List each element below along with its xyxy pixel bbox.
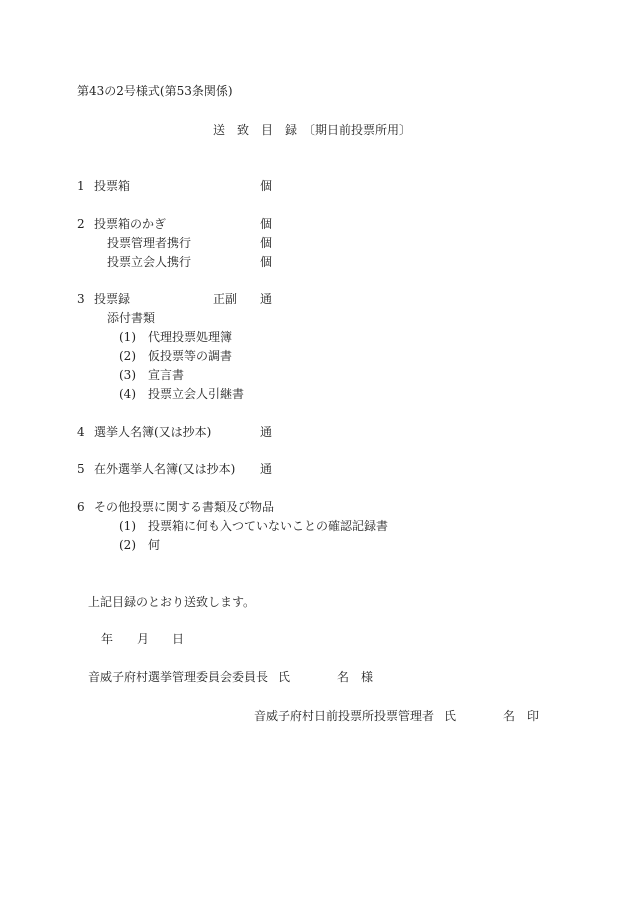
attachment-label: 投票立会人引継書	[148, 387, 245, 401]
attachment-number: (1)	[119, 330, 136, 344]
date-day: 日	[172, 632, 185, 646]
item-2-sub-1-unit: 個	[260, 236, 273, 250]
item-2-sub-2-label: 投票立会人携行	[107, 255, 192, 269]
addressee-shi: 氏	[278, 670, 291, 684]
sender-in: 印	[527, 709, 540, 723]
item-6-sub-number: (1)	[119, 519, 136, 533]
item-2-sub-1-label: 投票管理者携行	[107, 236, 192, 250]
item-3-unit: 通	[260, 292, 273, 306]
item-1-unit: 個	[260, 179, 273, 193]
item-6-sub-label: 何	[148, 538, 161, 552]
item-2-number: 2	[77, 217, 85, 231]
item-4-unit: 通	[260, 425, 273, 439]
addressee-sama: 様	[361, 670, 374, 684]
item-3-attachments-label: 添付書類	[107, 311, 156, 325]
item-3-copy: 正副	[213, 292, 238, 306]
form-number: 第43の2号様式(第53条関係)	[77, 84, 233, 98]
item-4-number: 4	[77, 425, 85, 439]
addressee-mei: 名	[337, 670, 350, 684]
item-6-sub-number: (2)	[119, 538, 136, 552]
sender-shi: 氏	[444, 709, 457, 723]
addressee-org: 音威子府村選挙管理委員会委員長	[88, 670, 269, 684]
item-1-label: 投票箱	[94, 179, 131, 193]
item-5-unit: 通	[260, 462, 273, 476]
document-title: 送 致 目 録 〔期日前投票所用〕	[213, 123, 412, 137]
item-3-label: 投票録	[94, 292, 131, 306]
date-year: 年	[101, 632, 114, 646]
item-1-number: 1	[77, 179, 85, 193]
statement: 上記目録のとおり送致します。	[88, 595, 256, 609]
item-2-sub-2-unit: 個	[260, 255, 273, 269]
item-3-number: 3	[77, 292, 85, 306]
item-6-number: 6	[77, 500, 85, 514]
sender-org: 音威子府村日前投票所投票管理者	[254, 709, 435, 723]
item-5-number: 5	[77, 462, 85, 476]
date-month: 月	[137, 632, 150, 646]
attachment-number: (4)	[119, 387, 136, 401]
attachment-label: 代理投票処理簿	[148, 330, 233, 344]
item-5-label: 在外選挙人名簿(又は抄本)	[94, 462, 236, 476]
item-6-sub-label: 投票箱に何も入つていないことの確認記録書	[148, 519, 389, 533]
attachment-number: (3)	[119, 368, 136, 382]
attachment-number: (2)	[119, 349, 136, 363]
attachment-label: 宣言書	[148, 368, 185, 382]
item-4-label: 選挙人名簿(又は抄本)	[94, 425, 212, 439]
item-2-unit: 個	[260, 217, 273, 231]
sender-mei: 名	[503, 709, 516, 723]
item-2-label: 投票箱のかぎ	[94, 217, 167, 231]
item-6-label: その他投票に関する書類及び物品	[94, 500, 275, 514]
attachment-label: 仮投票等の調書	[148, 349, 233, 363]
